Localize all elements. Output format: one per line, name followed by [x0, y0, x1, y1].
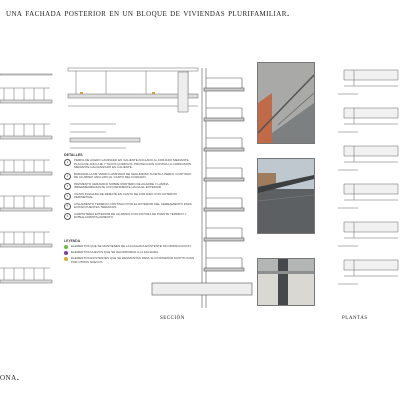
note-text: BARANDILLA DE VIDRIO LAMINADO DE SEGURIDAD SUJETA A PERFIL CONTINUO DE ALUMINIO ANCLADO AL CANTO DEL FORJADO. — [74, 171, 192, 180]
note-text: AISLAMIENTO TERMICO CONTINUO POR EL EXTERIOR DEL CERRAMIENTO PARA EVITAR PUENTES TERMICOS. — [74, 201, 192, 210]
photo-balcony-railing-image — [258, 159, 314, 233]
legend-text: ELEMENTOS NUEVOS QUE SE INCORPORAN A LA FACHADA. — [71, 250, 159, 255]
note-text: CARPINTERIA EXTERIOR DE ALUMINIO CON ROTURA DE PUENTE TERMICO Y DOBLE ACRISTALAMIENTO. — [74, 211, 187, 220]
note-text: PAVIMENTO CERAMICO SOBRE MORTERO DE AGARRE Y LAMINA IMPERMEABILIZANTE CON PENDIENTE HACIA EL EXTERIOR. — [74, 181, 169, 190]
section-drawing — [150, 68, 255, 308]
legend-text: ELEMENTOS QUE SE MANTIENEN DE LA FACHADA EXISTENTE SIN MODIFICACION. — [71, 244, 192, 249]
legend-text: ELEMENTOS EXISTENTES QUE SE DESMONTAN PARA SU POSTERIOR SUSTITUCION POR OTROS NUEVOS. — [71, 256, 195, 264]
plans-drawing — [334, 60, 400, 310]
photo-balcony-railing — [257, 158, 315, 234]
note-text: PERFIL DE ACERO LAMINADO EN CALIENTE ANCLADO AL FORJADO MEDIANTE PLACA DE ANCLAJE Y TACOS QUIMICOS. PROTECCION CONTRA LA CORROSION MEDIANTE GALVANIZADO EN CALIENTE. — [74, 158, 192, 170]
note-number: 3 — [64, 183, 71, 190]
note-number: 6 — [64, 213, 71, 220]
note-text: CHAPA PLEGADA DE REMATE EN CANTO DE FORJADO CON GOTERON PERIMETRAL. — [74, 191, 177, 200]
elevation-drawing — [0, 70, 62, 300]
legend-color-dot-icon — [64, 251, 68, 255]
sheet-title: una fachada posterior en un bloque de viviendas plurifamiliar. — [6, 8, 290, 19]
note-number: 1 — [64, 159, 71, 166]
photo-balcony-underside — [257, 62, 315, 144]
photo-balcony-floor-image — [258, 259, 314, 305]
legend-heading: LEYENDA — [64, 239, 81, 243]
plans-caption: plantas — [342, 314, 368, 321]
photo-balcony-underside-image — [258, 63, 314, 143]
section-caption: sección — [160, 314, 185, 321]
notes-heading: DETALLES — [64, 153, 83, 157]
note-number: 2 — [64, 173, 71, 180]
note-number: 5 — [64, 203, 71, 210]
legend-color-dot-icon — [64, 257, 68, 261]
sheet-footer: ona. — [0, 372, 20, 383]
note-number: 4 — [64, 193, 71, 200]
photo-balcony-floor — [257, 258, 315, 306]
legend-color-dot-icon — [64, 245, 68, 249]
